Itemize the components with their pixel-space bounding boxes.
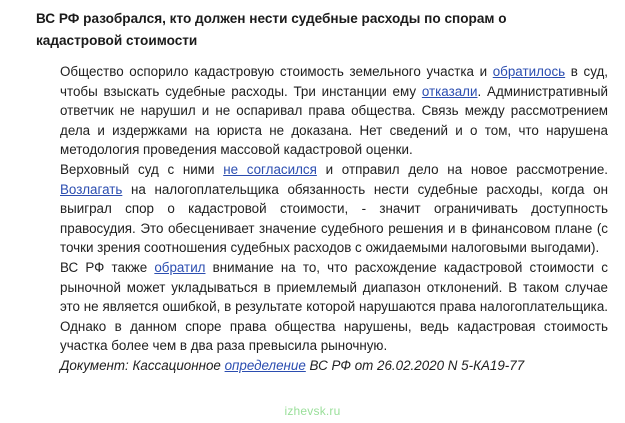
- article-title-line-1: ВС РФ разобрался, кто должен нести судебные расходы по спорам о: [36, 11, 507, 26]
- paragraph-3: [60, 258, 608, 356]
- article-body: [60, 62, 608, 376]
- paragraph-1: [60, 62, 608, 160]
- document-reference-suffix: ВС РФ от 26.02.2020 N 5-КА19-77: [305, 357, 525, 373]
- article-title-line-2: кадастровой стоимости: [36, 33, 198, 48]
- article-title: [36, 8, 596, 52]
- link-ne-soglasilsya[interactable]: не согласился: [223, 161, 317, 177]
- document-reference: [60, 356, 608, 376]
- paragraph-2-text-2: и отправил дело на новое рассмотрение.: [316, 161, 608, 177]
- link-otkazali[interactable]: отказали: [421, 83, 478, 99]
- paragraph-2-text-3: на налогоплательщика обязанность нести судебные расходы, когда он выиграл спор о кадастровой стоимости, - значит ограничивать доступность правосудия. Это обесценивает значение судебного решения и в финансовом плане (с точки зрения соотношения судебных расходов с ожидаемыми налоговыми выгодами).: [60, 181, 608, 256]
- paragraph-3-text-1: ВС РФ также: [60, 259, 155, 275]
- paragraph-1-text-3: . Административный ответчик не нарушил и не оспаривал права общества. Связь между рассмотрением дела и издержками на юриста не доказана. Нет сведений и о том, что нарушена методология проведения массовой кадастровой оценки.: [60, 83, 608, 158]
- paragraph-3-text-2: внимание на то, что расхождение кадастровой стоимости с рыночной может укладываться в приемлемый диапазон отклонений. В таком случае это не является ошибкой, в результате которой нарушаются права налогоплательщика. Однако в данном споре права общества нарушены, ведь кадастровая стоимость участка более чем в два раза превысила рыночную.: [60, 259, 608, 354]
- document-reference-prefix: Документ: Кассационное: [60, 357, 225, 373]
- link-opredelenie[interactable]: определение: [224, 357, 306, 373]
- paragraph-2-text-1: Верховный суд с ними: [60, 161, 224, 177]
- paragraph-1-text-1: Общество оспорило кадастровую стоимость земельного участка и: [60, 64, 493, 79]
- paragraph-1-text-2: в суд, чтобы взыскать судебные расходы. Три инстанции ему: [60, 64, 608, 99]
- link-obratil[interactable]: обратил: [154, 259, 206, 275]
- site-watermark: izhevsk.ru: [284, 404, 341, 418]
- link-obratilos[interactable]: обратилось: [492, 64, 566, 79]
- paragraph-2: [60, 160, 608, 258]
- link-vozlagat[interactable]: Возлагать: [60, 181, 123, 197]
